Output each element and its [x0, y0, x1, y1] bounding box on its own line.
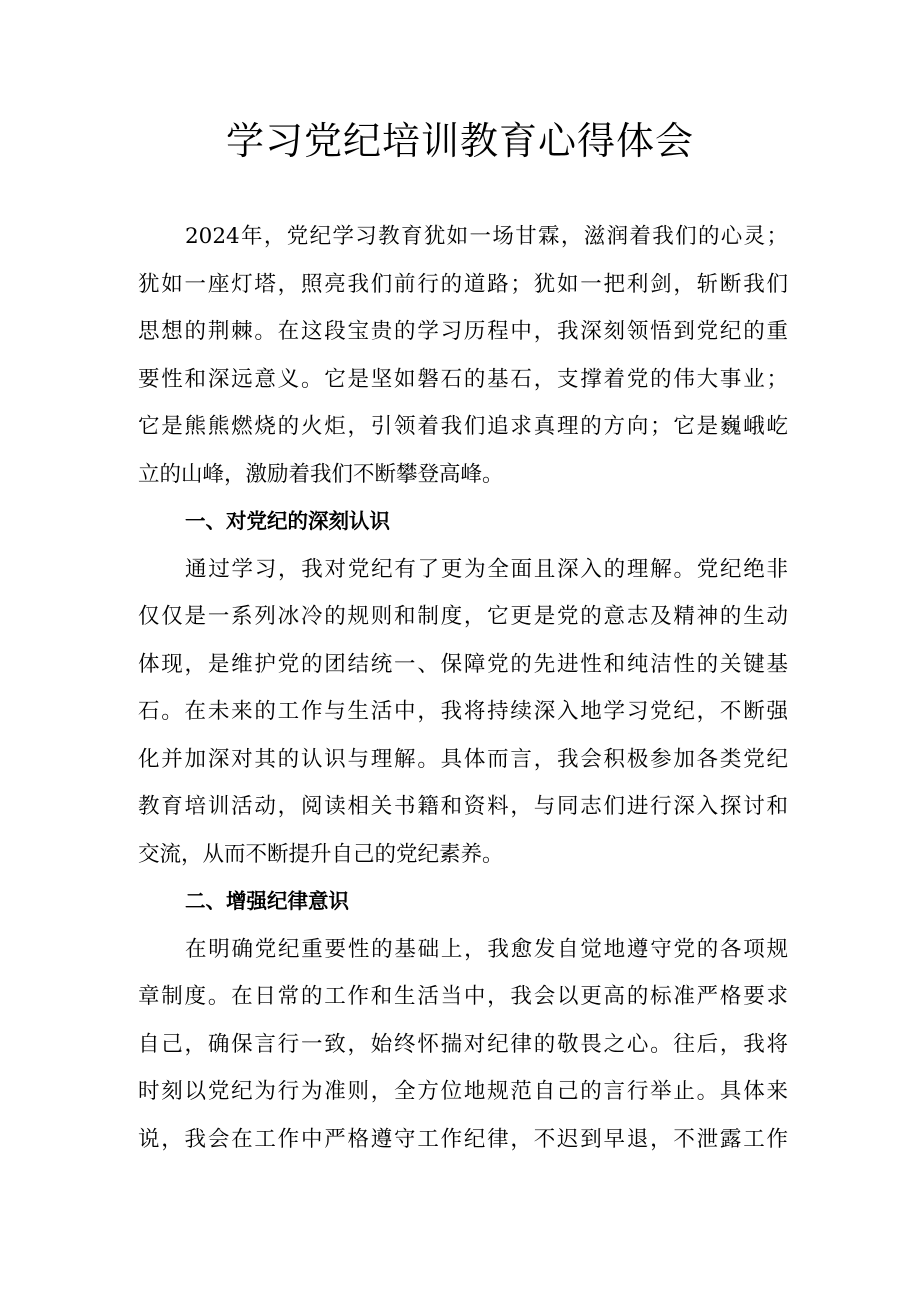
paragraph-intro-line: 思想的荆棘。在这段宝贵的学习历程中，我深刻领悟到党纪的重 — [138, 319, 788, 344]
paragraph-section1-line: 石。在未来的工作与生活中，我将持续深入地学习党纪，不断强 — [138, 699, 788, 724]
section-heading-2: 二、增强纪律意识 — [185, 889, 349, 913]
paragraph-intro-line: 犹如一座灯塔，照亮我们前行的道路；犹如一把利剑，斩断我们 — [138, 271, 788, 297]
paragraph-section1-line: 体现，是维护党的团结统一、保障党的先进性和纯洁性的关键基 — [138, 651, 788, 677]
paragraph-intro-line: 立的山峰，激励着我们不断攀登高峰。 — [138, 461, 504, 487]
paragraph-intro-line: 要性和深远意义。它是坚如磐石的基石，支撑着党的伟大事业； — [138, 366, 788, 392]
paragraph-intro-line: 2024年，党纪学习教育犹如一场甘霖，滋润着我们的心灵； — [185, 224, 788, 249]
section-heading-1: 一、对党纪的深刻认识 — [185, 509, 390, 533]
paragraph-section1-line: 仅仅是一系列冰冷的规则和制度，它更是党的意志及精神的生动 — [138, 604, 788, 629]
paragraph-section1-line: 化并加深对其的认识与理解。具体而言，我会积极参加各类党纪 — [138, 746, 788, 772]
document-body — [138, 213, 788, 1163]
paragraph-intro-line: 它是熊熊燃烧的火炬，引领着我们追求真理的方向；它是巍峨屹 — [138, 414, 788, 439]
paragraph-section1-line: 教育培训活动，阅读相关书籍和资料，与同志们进行深入探讨和 — [138, 794, 788, 819]
paragraph-section2-line: 在明确党纪重要性的基础上，我愈发自觉地遵守党的各项规 — [185, 936, 788, 962]
paragraph-section2-line: 时刻以党纪为行为准则，全方位地规范自己的言行举止。具体来 — [138, 1079, 788, 1104]
document-title: 学习党纪培训教育心得体会 — [225, 119, 694, 163]
paragraph-section2-line: 自己，确保言行一致，始终怀揣对纪律的敬畏之心。往后，我将 — [138, 1031, 788, 1057]
paragraph-section2-line: 说，我会在工作中严格遵守工作纪律，不迟到早退，不泄露工作 — [138, 1126, 788, 1152]
paragraph-section2-line: 章制度。在日常的工作和生活当中，我会以更高的标准严格要求 — [138, 984, 788, 1009]
paragraph-section1-line: 交流，从而不断提升自己的党纪素养。 — [138, 841, 504, 867]
paragraph-section1-line: 通过学习，我对党纪有了更为全面且深入的理解。党纪绝非 — [185, 556, 788, 582]
